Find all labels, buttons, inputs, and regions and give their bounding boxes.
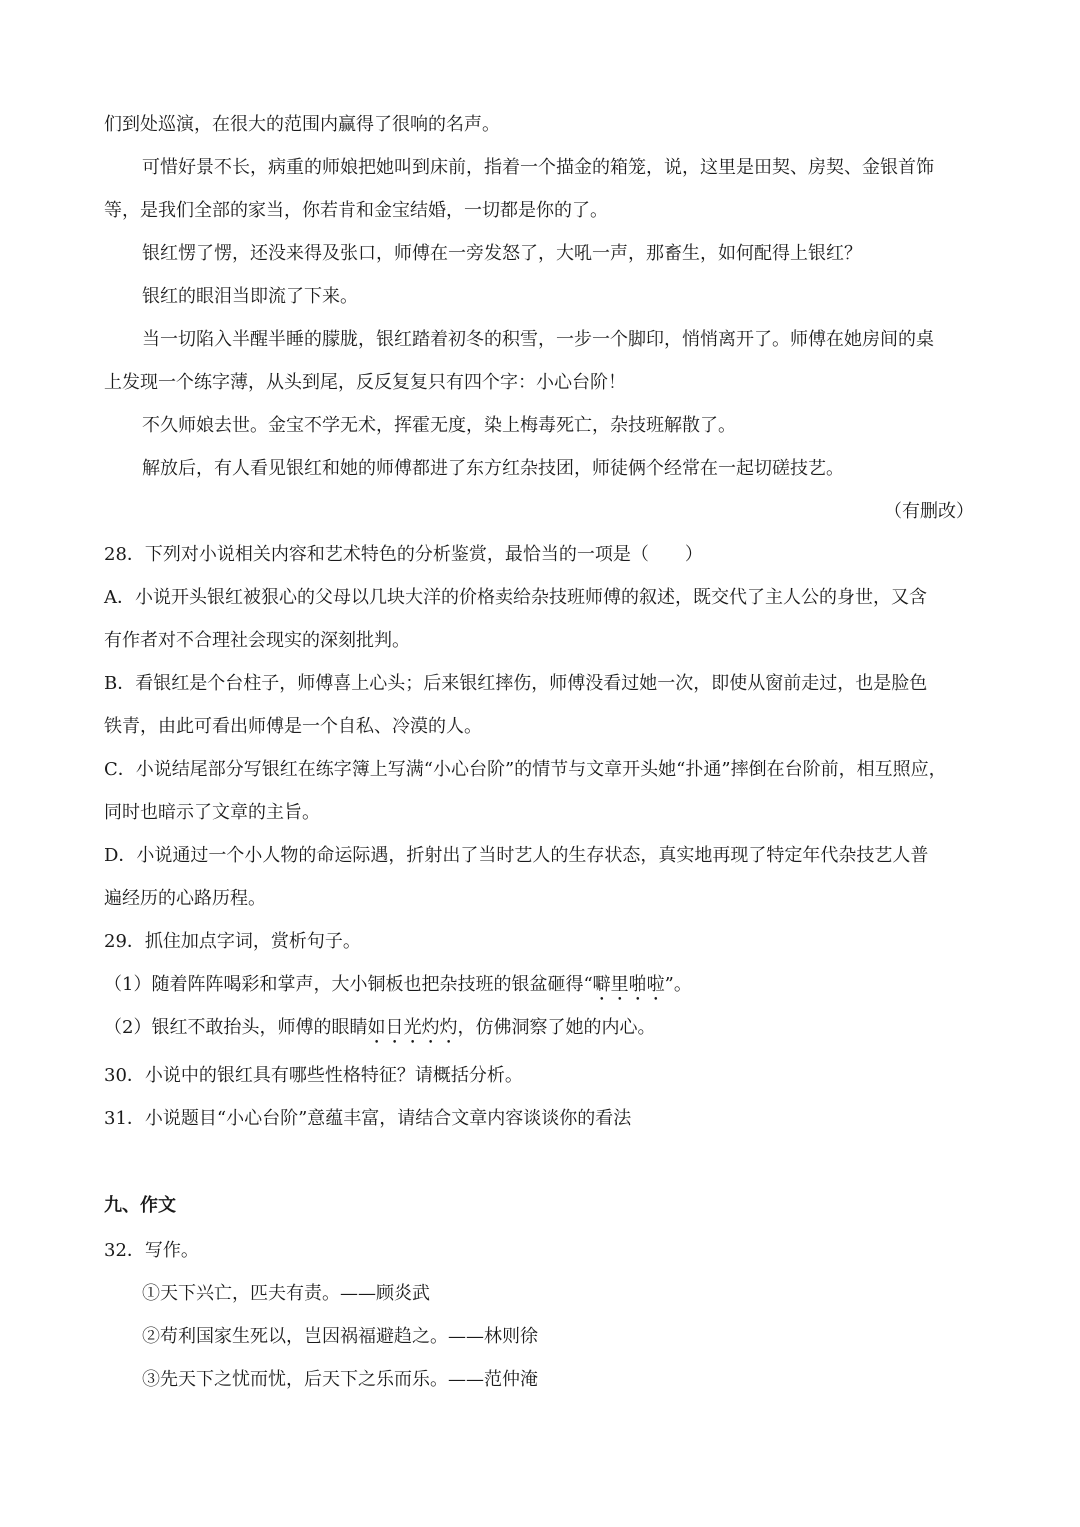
option-d-cont: 遍经历的心路历程。 (104, 888, 266, 909)
option-a: A．小说开头银红被狠心的父母以几块大洋的价格卖给杂技班师傅的叙述，既交代了主人公的身世，又含 (104, 587, 927, 608)
story-line: 当一切陷入半醒半睡的朦胧，银红踏着初冬的积雪，一步一个脚印，悄悄离开了。师傅在她房间的桌 (142, 329, 934, 350)
story-line: 银红的眼泪当即流了下来。 (142, 286, 358, 307)
sub-question-1 (104, 972, 692, 1005)
option-b: B．看银红是个台柱子，师傅喜上心头；后来银红摔伤，师傅没看过她一次，即使从窗前走过，也是脸色 (104, 673, 928, 694)
question-30: 30．小说中的银红具有哪些性格特征？请概括分析。 (104, 1065, 523, 1086)
sentence-text: （2）银红不敢抬头，师傅的眼睛 (104, 1017, 368, 1038)
motto-line: ③先天下之忧而忧，后天下之乐而乐。——范仲淹 (142, 1369, 538, 1390)
option-a-cont: 有作者对不合理社会现实的深刻批判。 (104, 630, 410, 651)
section-heading: 九、作文 (104, 1195, 176, 1216)
story-line: 可惜好景不长，病重的师娘把她叫到床前，指着一个描金的箱笼，说，这里是田契、房契、金银首饰 (142, 157, 934, 178)
story-line: 们到处巡演，在很大的范围内赢得了很响的名声。 (104, 114, 500, 135)
story-line: 等，是我们全部的家当，你若肯和金宝结婚，一切都是你的了。 (104, 200, 608, 221)
motto-line: ①天下兴亡，匹夫有责。——顾炎武 (142, 1283, 430, 1304)
dotted-words: 噼里啪啦 (592, 974, 665, 995)
sentence-text: ”。 (664, 974, 692, 995)
dotted-words: 如日光灼灼 (367, 1017, 458, 1038)
story-line: 上发现一个练字薄，从头到尾，反反复复只有四个字：小心台阶！ (104, 372, 626, 393)
story-line: 不久师娘去世。金宝不学无术，挥霍无度，染上梅毒死亡，杂技班解散了。 (142, 415, 736, 436)
sentence-text: ，仿佛洞察了她的内心。 (457, 1017, 656, 1038)
option-d: D．小说通过一个小人物的命运际遇，折射出了当时艺人的生存状态，真实地再现了特定年代杂技艺人普 (104, 845, 929, 866)
edit-note: （有删改） (884, 501, 974, 522)
option-b-cont: 铁青，由此可看出师傅是一个自私、冷漠的人。 (104, 716, 482, 737)
question-31: 31．小说题目“小心台阶”意蕴丰富，请结合文章内容谈谈你的看法 (104, 1108, 632, 1129)
story-line: 解放后，有人看见银红和她的师傅都进了东方红杂技团，师徒俩个经常在一起切磋技艺。 (142, 458, 844, 479)
motto-line: ②苟利国家生死以，岂因祸福避趋之。——林则徐 (142, 1326, 538, 1347)
option-c: C．小说结尾部分写银红在练字簿上写满“小心台阶”的情节与文章开头她“扑通”摔倒在台阶前，相互照应， (104, 759, 947, 780)
question-stem: 29．抓住加点字词，赏析句子。 (104, 931, 361, 952)
question-stem: 32．写作。 (104, 1240, 199, 1261)
question-stem: 28．下列对小说相关内容和艺术特色的分析鉴赏，最恰当的一项是（ ） (104, 544, 703, 565)
sub-question-2 (104, 1015, 655, 1048)
option-c-cont: 同时也暗示了文章的主旨。 (104, 802, 320, 823)
sentence-text: （1）随着阵阵喝彩和掌声，大小铜板也把杂技班的银盆砸得“ (104, 974, 593, 995)
story-line: 银红愣了愣，还没来得及张口，师傅在一旁发怒了，大吼一声，那畜生，如何配得上银红？ (142, 243, 862, 264)
